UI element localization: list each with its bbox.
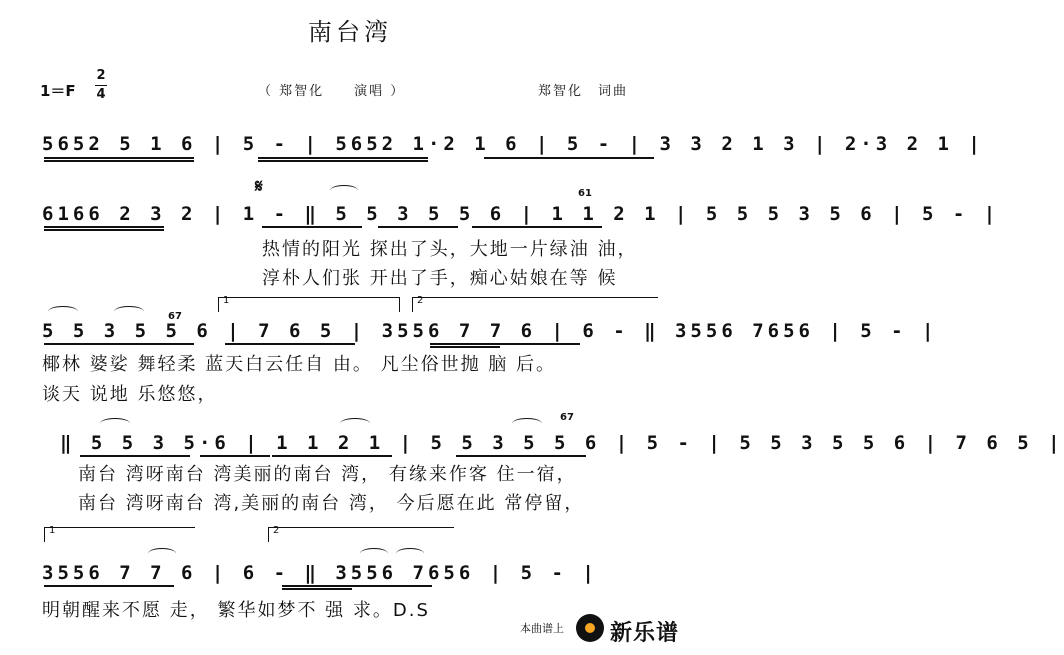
singer-credit: （ 郑智化 演唱 ） (258, 84, 406, 99)
key-signature: 1＝F (40, 82, 76, 100)
song-title: 南台湾 (308, 18, 392, 46)
volta-2-repeat: 2 (268, 527, 454, 542)
lyric-row-5: 明朝醒来不愿 走， 繁华如梦不 强 求。D.S (42, 600, 430, 621)
volta-1-repeat: 1 (44, 527, 195, 542)
slur-mark (48, 306, 78, 317)
lyric-row-4-verse-1: 南台 湾呀南台 湾美丽的南台 湾， 有缘来作客 住一宿， (78, 464, 577, 485)
source-text: 本曲谱上 (520, 622, 564, 635)
slur-mark (100, 418, 130, 429)
composer-credit: 郑智化 词曲 (538, 84, 629, 99)
slur-mark (396, 548, 424, 559)
grace-note-2: 61 (578, 188, 592, 199)
time-numerator: 2 (96, 68, 106, 83)
grace-note-3: 67 (560, 412, 574, 423)
lyric-row-3-verse-2: 谈天 说地 乐悠悠， (42, 384, 218, 405)
lyric-row-2-verse-2: 淳朴人们张 开出了手，痴心姑娘在等 候 (262, 268, 618, 289)
brand-logo: 新乐谱 (610, 621, 680, 646)
time-denominator: 4 (96, 87, 106, 102)
volta-2: 2 (412, 297, 658, 312)
notation-row-3: 5 5 3 5 5 6 | 7 6 5 | 3556 7 7 6 | 6 - ‖ 3556 7656 | 5 - | (42, 320, 938, 342)
slur-mark (330, 185, 358, 196)
lyric-row-2-verse-1: 热情的阳光 探出了头，大地一片绿油 油， (262, 239, 638, 260)
notation-row-4: ‖ 5 5 3 5·6 | 1 1 2 1 | 5 5 3 5 5 6 | 5 - | 5 5 3 5 5 6 | 7 6 5 | (60, 432, 1064, 454)
time-signature (95, 68, 107, 103)
slur-mark (114, 306, 144, 317)
vinyl-logo-icon (576, 614, 604, 642)
notation-row-2: 6166 2 3 2 | 1 - ‖ 5 5 3 5 5 6 | 1 1 2 1 | 5 5 5 3 5 6 | 5 - | (42, 203, 1000, 225)
segno-sign: 𝄋 (255, 176, 263, 197)
volta-1: 1 (218, 297, 400, 312)
notation-row-1: 5652 5 1 6 | 5 - | 5652 1·2 1 6 | 5 - | 3 3 2 1 3 | 2·3 2 1 | (42, 133, 984, 155)
grace-note-1: 67 (168, 311, 182, 322)
slur-mark (340, 418, 370, 429)
slur-mark (360, 548, 388, 559)
slur-mark (148, 548, 176, 559)
slur-mark (512, 418, 542, 429)
notation-row-5: 3556 7 7 6 | 6 - ‖ 3556 7656 | 5 - | (42, 562, 598, 584)
lyric-row-3-verse-1: 椰林 婆娑 舞轻柔 蓝天白云任自 由。 凡尘俗世抛 脑 后。 (42, 354, 557, 375)
lyric-row-4-verse-2: 南台 湾呀南台 湾,美丽的南台 湾， 今后愿在此 常停留， (78, 493, 585, 514)
